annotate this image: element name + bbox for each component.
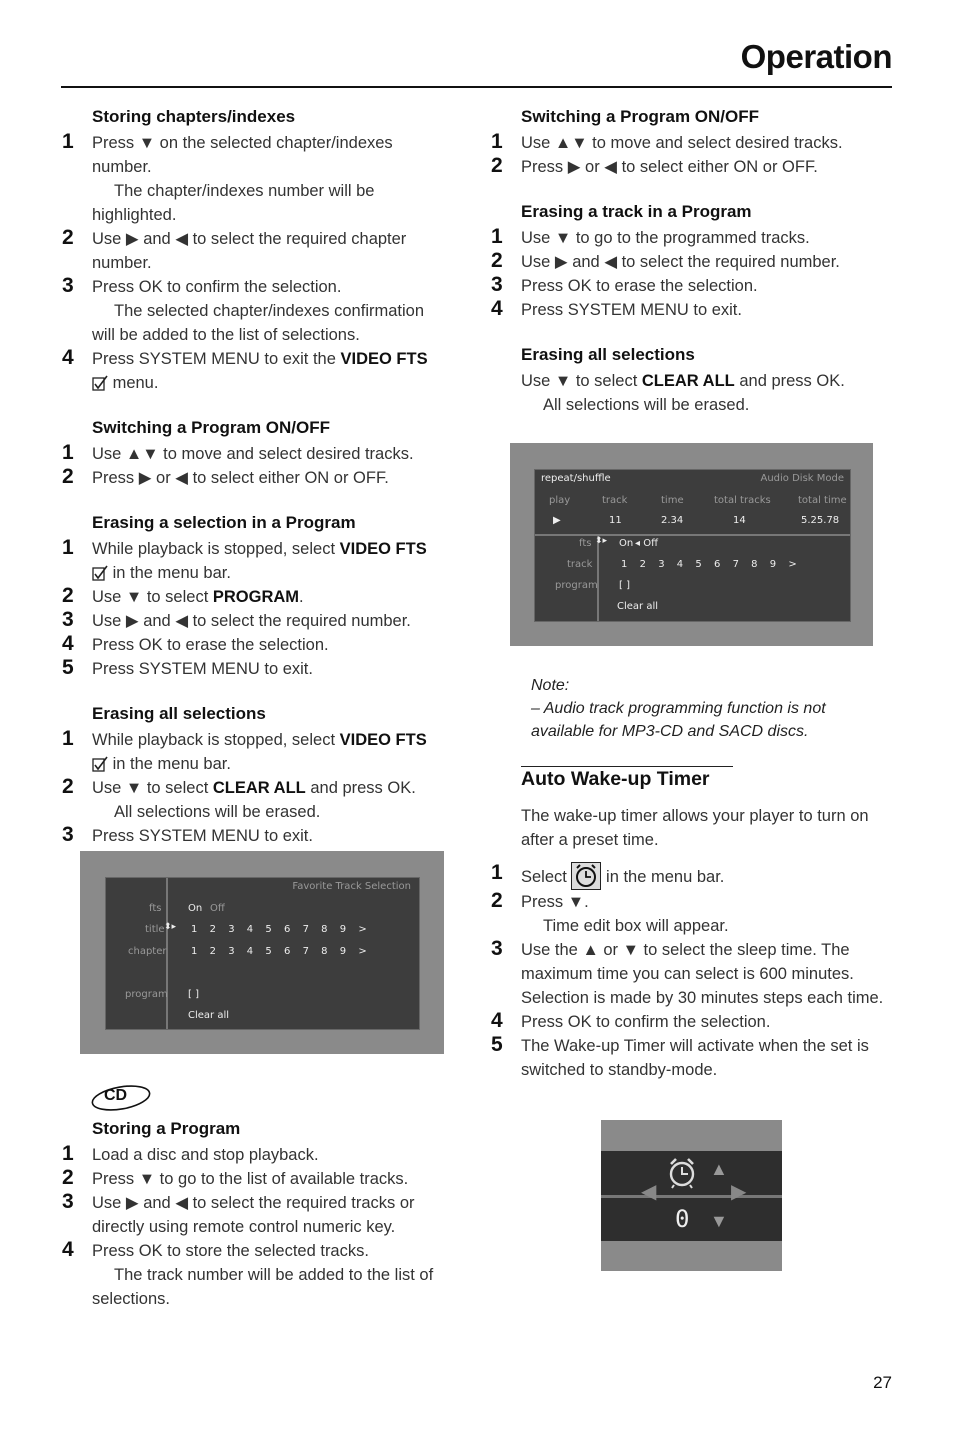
number-option[interactable]: >: [358, 946, 367, 957]
chapter-numbers[interactable]: [191, 946, 377, 957]
step: [491, 298, 893, 322]
disk-mode: Audio Disk Mode: [760, 473, 844, 484]
step-number: 3: [62, 274, 74, 297]
program-label: program: [125, 989, 168, 1000]
step-text: menu.: [108, 374, 159, 392]
screen-header: Favorite Track Selection: [292, 881, 411, 892]
step-number: 4: [491, 297, 503, 320]
number-option[interactable]: 1: [191, 924, 198, 935]
number-option[interactable]: 2: [209, 946, 216, 957]
step: [62, 1191, 442, 1215]
step-number: 1: [62, 441, 74, 464]
timer-value[interactable]: 0: [675, 1205, 690, 1233]
storing-program-section: [62, 1118, 442, 1311]
note-title: Note:: [531, 677, 570, 694]
step-number: 2: [62, 584, 74, 607]
wakeup-intro: after a preset time.: [521, 831, 659, 849]
step-number: 1: [62, 727, 74, 750]
step-number: 2: [491, 249, 503, 272]
number-option[interactable]: 3: [658, 559, 665, 570]
step-subtext: will be added to the list of selections.: [92, 326, 360, 344]
step: [62, 466, 442, 490]
step-text: in the menu bar.: [108, 564, 231, 582]
step-subtext: All selections will be erased.: [543, 396, 750, 414]
track-label: track: [567, 559, 593, 570]
clear-all-option[interactable]: Clear all: [188, 1010, 230, 1021]
number-option[interactable]: 5: [265, 946, 272, 957]
step-text: Press ▼ on the selected chapter/indexes number.: [92, 134, 393, 176]
off-option-text: Off: [643, 538, 658, 549]
wakeup-section: [491, 804, 893, 1082]
step-number: 1: [62, 130, 74, 153]
step-number: 3: [62, 608, 74, 631]
step-text: Press ▶ or ◀ to select either ON or OFF.: [92, 469, 389, 487]
checkbox-icon: [92, 375, 108, 391]
off-option[interactable]: Off: [210, 903, 225, 914]
step-number: 5: [491, 1033, 503, 1056]
number-option[interactable]: 1: [191, 946, 198, 957]
step-bold: CLEAR ALL: [212, 779, 306, 797]
step-text: Use ▲▼ to move and select desired tracks.: [92, 445, 414, 463]
total-tracks-value: 14: [733, 515, 746, 526]
step-text: in the menu bar.: [601, 868, 725, 886]
step-number: 1: [491, 861, 503, 884]
chapter-label: chapter: [128, 946, 167, 957]
step-text: Use ▲▼ to move and select desired tracks.: [521, 134, 843, 152]
step-number: 3: [62, 1190, 74, 1213]
step-text: Press ▼ to go to the list of available tracks.: [92, 1170, 409, 1188]
right-arrow-icon[interactable]: ▶: [731, 1181, 747, 1203]
number-option[interactable]: 6: [713, 559, 721, 570]
step-text: Press OK to confirm the selection.: [92, 278, 342, 296]
number-option[interactable]: 8: [321, 924, 328, 935]
number-option[interactable]: 7: [732, 559, 739, 570]
step-text: Use ▼ to select: [92, 588, 213, 606]
timer-panel: [601, 1151, 782, 1241]
down-arrow-icon[interactable]: ▼: [710, 1211, 728, 1231]
step-text-cont: Selection is made by 30 minutes steps each time.: [521, 989, 884, 1007]
number-option[interactable]: 6: [283, 924, 291, 935]
step-text: in the menu bar.: [108, 755, 231, 773]
step-subtext: Time edit box will appear.: [543, 917, 729, 935]
section-heading: Switching a Program ON/OFF: [521, 107, 760, 126]
section-heading: Erasing a selection in a Program: [92, 513, 356, 532]
number-option[interactable]: 8: [321, 946, 328, 957]
left-column: [62, 106, 442, 848]
step: [491, 890, 893, 914]
number-option[interactable]: 5: [695, 559, 702, 570]
step-text-cont: directly using remote control numeric key.: [92, 1218, 396, 1236]
step-text: Press OK to erase the selection.: [521, 277, 758, 295]
step-number: 4: [491, 1009, 503, 1032]
col-play: play: [549, 495, 571, 506]
step-text-part: and press OK.: [734, 372, 845, 390]
step-number: 3: [491, 937, 503, 960]
step-number: 1: [491, 225, 503, 248]
section-heading: Switching a Program ON/OFF: [92, 418, 331, 437]
on-option[interactable]: On: [619, 538, 634, 549]
section-heading: Erasing all selections: [92, 704, 266, 723]
step-text: Use ▼ to select: [92, 779, 213, 797]
checkbox-icon: [92, 756, 108, 772]
step-text-cont: [62, 561, 442, 585]
step-number: 5: [62, 656, 74, 679]
screen-header: repeat/shuffle: [541, 473, 611, 484]
col-total-tracks: total tracks: [714, 495, 771, 506]
step-text: Press SYSTEM MENU to exit the: [92, 350, 341, 368]
step-number: 2: [62, 1166, 74, 1189]
step: [62, 131, 442, 179]
note: [531, 674, 871, 743]
step: [62, 585, 442, 609]
on-option[interactable]: On: [188, 903, 203, 914]
step: [62, 728, 442, 752]
section-heading: Erasing all selections: [521, 345, 695, 364]
step-subtext: selections.: [92, 1290, 170, 1308]
up-arrow-icon[interactable]: ▲: [710, 1159, 728, 1179]
timer-screenshot: [601, 1120, 782, 1271]
step-text: Press ▶ or ◀ to select either ON or OFF.: [521, 158, 818, 176]
fts-label: fts: [149, 903, 162, 914]
number-option[interactable]: 3: [228, 924, 235, 935]
step-bold: VIDEO FTS: [339, 540, 427, 558]
heading-rule: [521, 766, 733, 767]
step-text: [491, 369, 893, 393]
step-text-cont: maximum time you can select is 600 minutes.: [521, 965, 854, 983]
step: [62, 1239, 442, 1263]
time-value: 2.34: [661, 515, 684, 526]
step: [491, 250, 893, 274]
step-text-cont: [62, 371, 442, 395]
audio-screenshot: [510, 443, 873, 646]
track-value: 11: [609, 515, 622, 526]
step-text: Use the ▲ or ▼ to select the sleep time. The: [521, 941, 850, 959]
step-number: 4: [62, 346, 74, 369]
program-value[interactable]: [ ]: [619, 580, 630, 591]
step-text: While playback is stopped, select: [92, 731, 340, 749]
updown-arrow-icon: ⬍▸: [164, 922, 177, 932]
step-text: Press SYSTEM MENU to exit.: [92, 660, 313, 678]
note-text: – Audio track programming function is not: [531, 700, 826, 717]
left-arrow-icon[interactable]: ◀: [641, 1181, 657, 1203]
step: [491, 274, 893, 298]
step: [62, 609, 442, 633]
step-subtext: The selected chapter/indexes confirmation: [114, 302, 425, 320]
number-option[interactable]: 8: [751, 559, 758, 570]
col-total-time: total time: [798, 495, 847, 506]
step-text: and press OK.: [305, 779, 416, 797]
step-text: Press ▼.: [521, 893, 589, 911]
clear-all-option[interactable]: Clear all: [617, 601, 659, 612]
step-text: Press OK to erase the selection.: [92, 636, 329, 654]
checkbox-icon: [92, 565, 108, 581]
step-subtext: highlighted.: [92, 206, 177, 224]
play-icon: ▶: [553, 515, 561, 526]
step: [62, 1143, 442, 1167]
step-number: 1: [62, 536, 74, 559]
timer-icon: [571, 862, 601, 890]
step-text-cont: switched to standby-mode.: [521, 1061, 718, 1079]
step-text: Use ▶ and ◀ to select the required tracks or: [92, 1194, 415, 1212]
step: [62, 1167, 442, 1191]
off-option[interactable]: ◂ Off: [635, 538, 658, 549]
step: [491, 226, 893, 250]
number-option[interactable]: 3: [228, 946, 235, 957]
number-option[interactable]: 4: [246, 924, 254, 935]
step: [491, 862, 893, 890]
step-text: Use ▶ and ◀ to select the required number.: [521, 253, 840, 271]
col-track: track: [602, 495, 628, 506]
alarm-clock-icon: [665, 1155, 699, 1189]
title-label: title: [145, 924, 165, 935]
number-option[interactable]: 2: [639, 559, 646, 570]
step: [491, 1034, 893, 1058]
step-text: Use ▶ and ◀ to select the required chapter: [92, 230, 407, 248]
step-text: Press SYSTEM MENU to exit.: [92, 827, 313, 845]
right-column: [491, 106, 893, 417]
number-option[interactable]: 6: [283, 946, 291, 957]
step-text: Use ▶ and ◀ to select the required number.: [92, 612, 411, 630]
number-option[interactable]: 5: [265, 924, 272, 935]
step-subtext: The chapter/indexes number will be: [114, 182, 375, 200]
step-number: 2: [62, 465, 74, 488]
note-text: available for MP3-CD and SACD discs.: [531, 723, 809, 740]
step-bold: PROGRAM: [212, 588, 300, 606]
program-value[interactable]: [ ]: [188, 989, 199, 1000]
title-numbers[interactable]: [191, 924, 377, 935]
step: [491, 1010, 893, 1034]
number-option[interactable]: 9: [339, 946, 347, 957]
step-text: Press OK to confirm the selection.: [521, 1013, 771, 1031]
fts-screenshot: [80, 851, 444, 1054]
audio-screen: [534, 469, 851, 622]
step-number: 4: [62, 632, 74, 655]
step: [491, 131, 893, 155]
number-option[interactable]: 7: [302, 924, 309, 935]
step-text: While playback is stopped, select: [92, 540, 340, 558]
number-option[interactable]: 1: [621, 559, 628, 570]
step-number: 3: [62, 823, 74, 846]
step-number: 2: [491, 889, 503, 912]
step-text: .: [299, 588, 304, 606]
step: [62, 776, 442, 800]
section-heading: Erasing a track in a Program: [521, 202, 752, 221]
number-option[interactable]: 9: [339, 924, 347, 935]
step-number: 2: [62, 226, 74, 249]
number-option[interactable]: 4: [676, 559, 684, 570]
step-subtext: The track number will be added to the list of: [114, 1266, 434, 1284]
fts-label: fts: [579, 538, 592, 549]
step: [62, 442, 442, 466]
wakeup-intro: The wake-up timer allows your player to turn on: [521, 807, 869, 825]
number-option[interactable]: >: [358, 924, 367, 935]
step-subtext: All selections will be erased.: [114, 803, 321, 821]
section-heading: Storing chapters/indexes: [92, 107, 296, 126]
step-number: 1: [62, 1142, 74, 1165]
fts-screen: [105, 877, 420, 1030]
section-heading: Storing a Program: [92, 1119, 241, 1138]
step: [62, 537, 442, 561]
step-number: 1: [491, 130, 503, 153]
step-bold: VIDEO FTS: [340, 350, 428, 368]
number-option[interactable]: >: [788, 559, 797, 570]
total-time-value: 5.25.78: [801, 515, 840, 526]
col-time: time: [661, 495, 684, 506]
step: [62, 275, 442, 299]
cd-logo: [90, 1080, 152, 1114]
step: [62, 657, 442, 681]
number-option[interactable]: 9: [769, 559, 777, 570]
program-label: program: [555, 580, 598, 591]
step-number: 2: [491, 154, 503, 177]
step-bold: VIDEO FTS: [339, 731, 427, 749]
cd-logo-text: CD: [104, 1087, 128, 1104]
step-bold: CLEAR ALL: [641, 372, 735, 390]
step-text: The Wake-up Timer will activate when the set is: [521, 1037, 869, 1055]
step: [62, 347, 442, 371]
track-numbers[interactable]: [621, 559, 807, 570]
step-text-cont: [62, 752, 442, 776]
number-option[interactable]: 7: [302, 946, 309, 957]
step: [491, 155, 893, 179]
step: [62, 824, 442, 848]
step-text-part: Use ▼ to select: [521, 372, 642, 390]
step: [491, 938, 893, 962]
number-option[interactable]: 4: [246, 946, 254, 957]
number-option[interactable]: 2: [209, 924, 216, 935]
step-number: 3: [491, 273, 503, 296]
step-text: Press SYSTEM MENU to exit.: [521, 301, 742, 319]
step-number: 4: [62, 1238, 74, 1261]
wakeup-heading: Auto Wake-up Timer: [521, 768, 710, 790]
page-number: 27: [873, 1373, 892, 1392]
step-text-cont: number.: [92, 254, 152, 272]
page-title: Operation: [740, 38, 892, 75]
step-text: Load a disc and stop playback.: [92, 1146, 319, 1164]
step: [62, 227, 442, 251]
step-text: Press OK to store the selected tracks.: [92, 1242, 369, 1260]
step-text: Use ▼ to go to the programmed tracks.: [521, 229, 810, 247]
title-rule: [61, 86, 892, 88]
step: [62, 633, 442, 657]
step-text: Select: [521, 868, 572, 886]
updown-arrow-icon: ⬍▸: [595, 536, 608, 546]
step-number: 2: [62, 775, 74, 798]
